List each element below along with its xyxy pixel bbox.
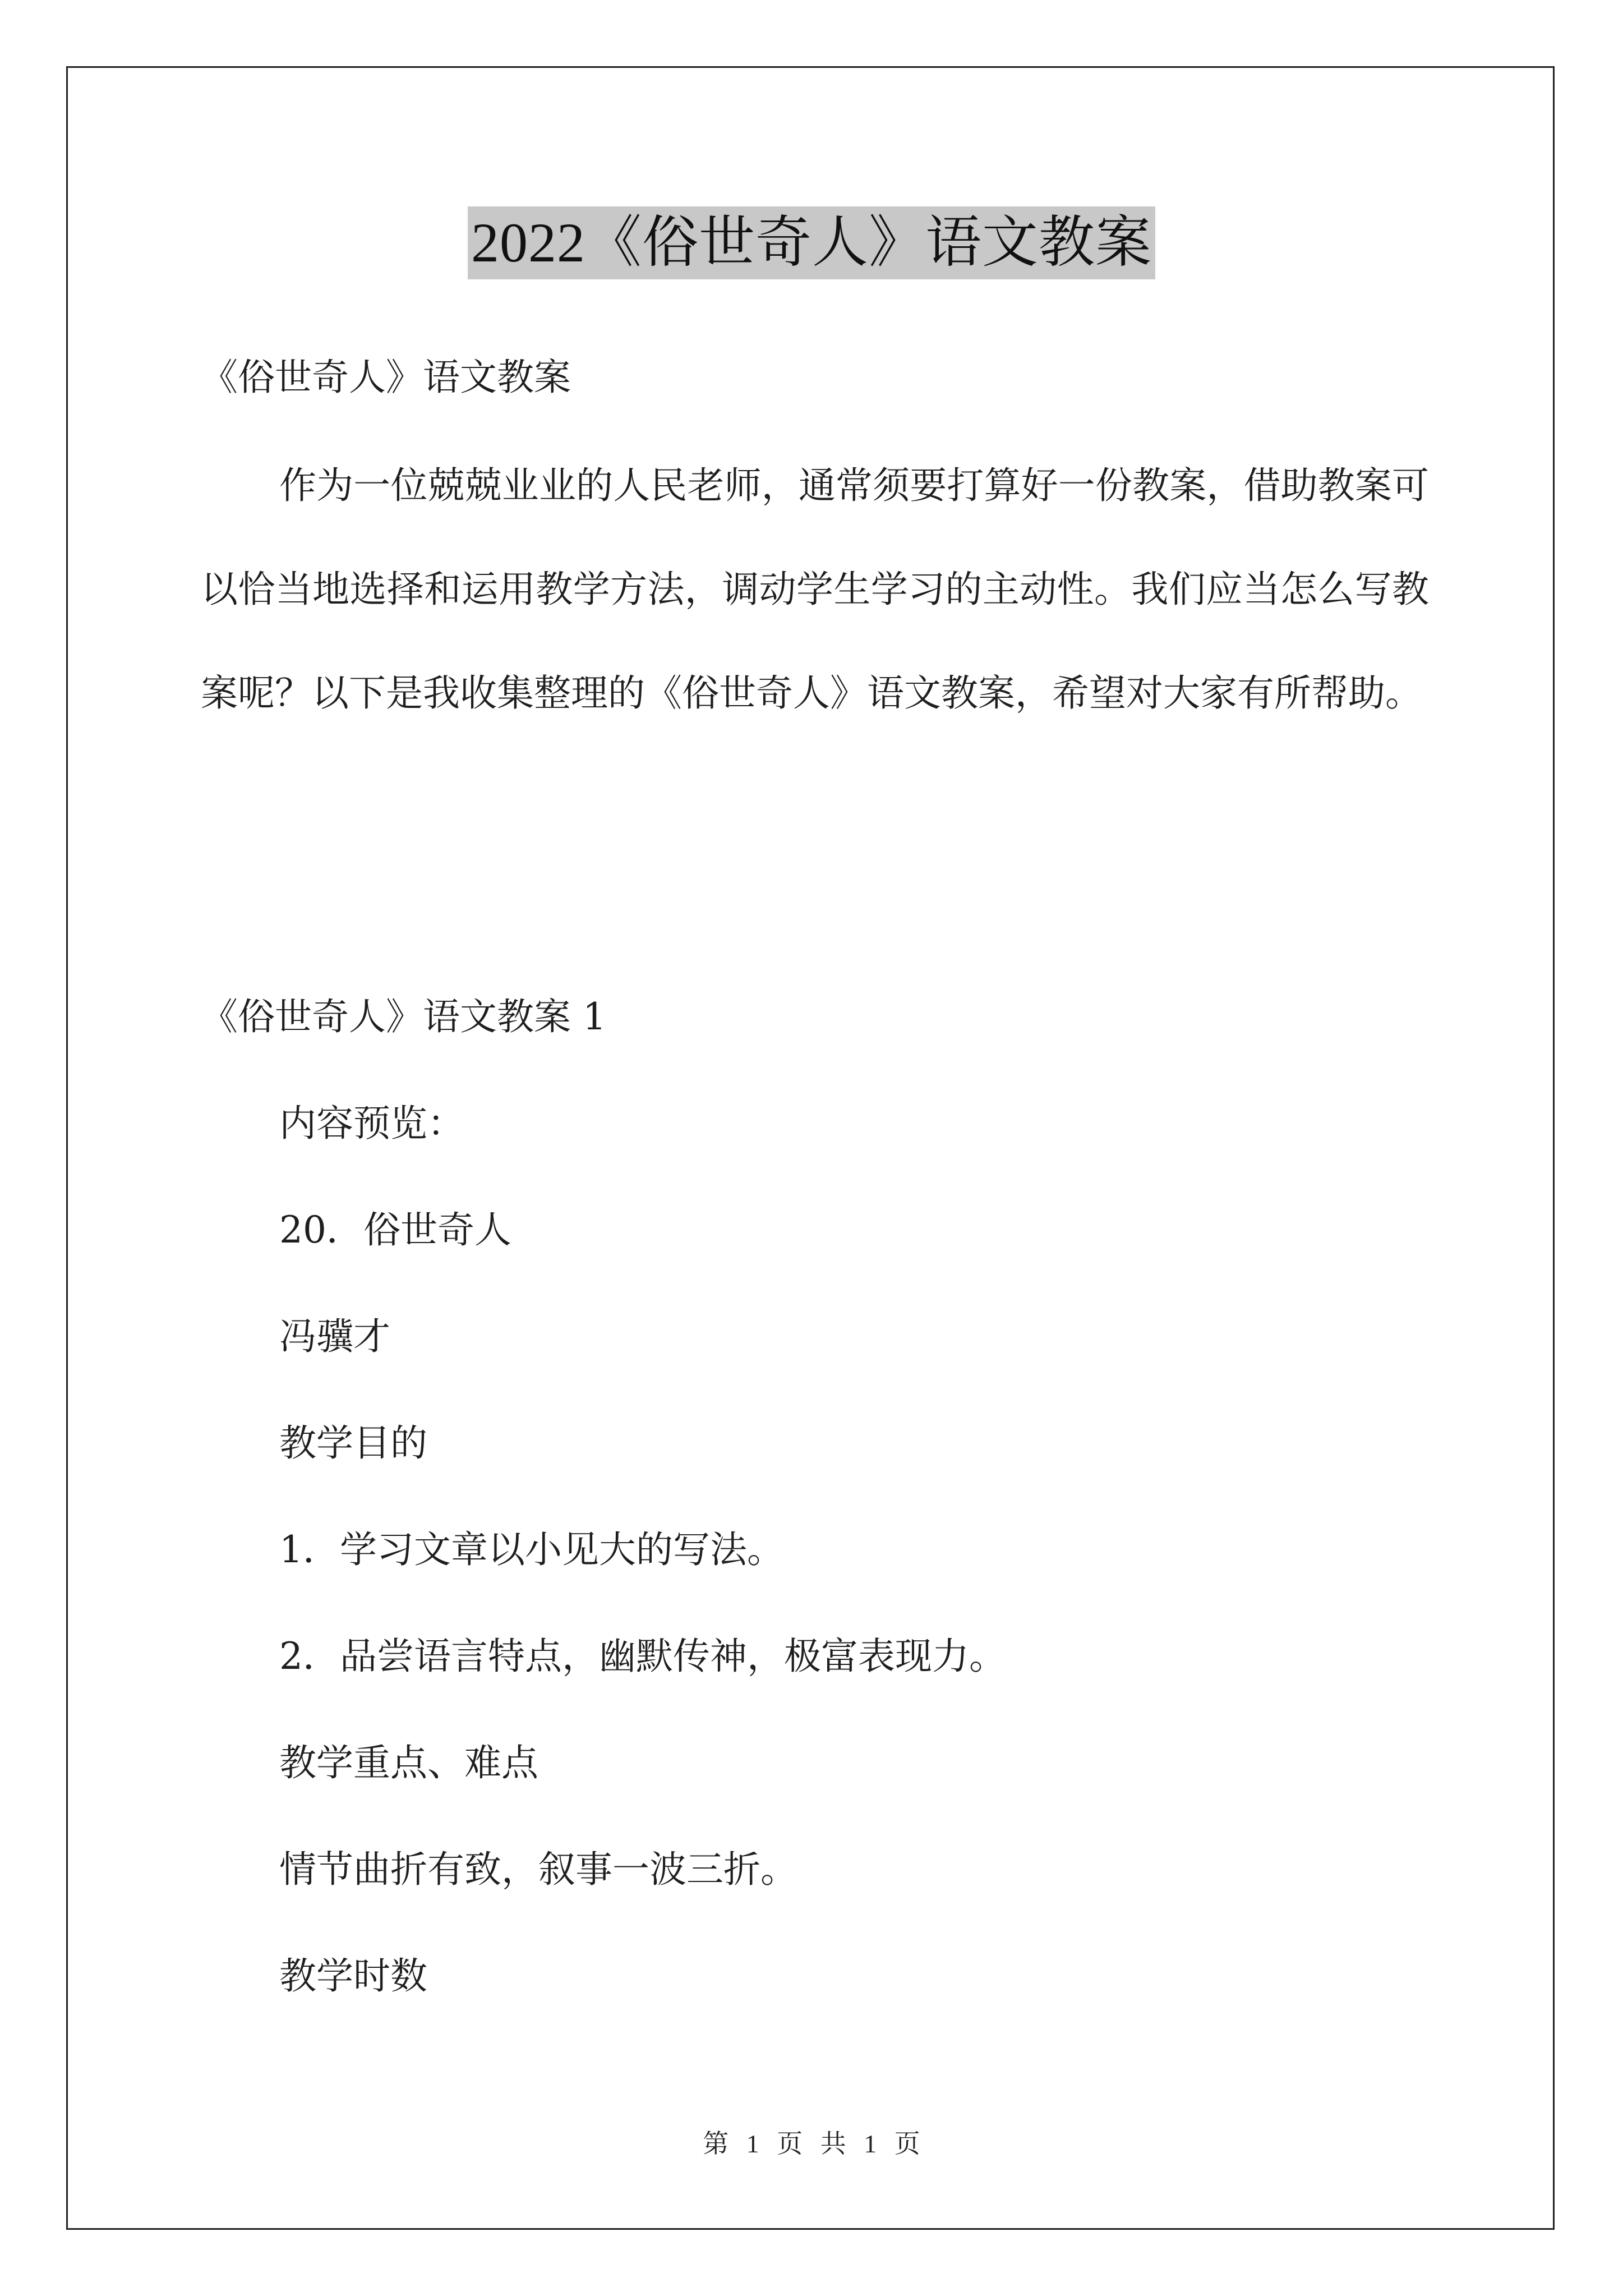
content-line: 内容预览：	[279, 1102, 464, 1145]
document-body	[201, 0, 1435, 2296]
document-title: 2022《俗世奇人》语文教案	[468, 206, 1155, 279]
content-line: 情节曲折有致，叙事一波三折。	[279, 1848, 797, 1891]
content-line: 冯骥才	[279, 1315, 390, 1358]
page-footer: 第 1 页 共 1 页	[703, 2129, 920, 2158]
content-line: 教学目的	[279, 1421, 427, 1465]
section-heading: 《俗世奇人》语文教案 1	[201, 995, 606, 1038]
content-line: 20．俗世奇人	[279, 1208, 511, 1251]
content-line: 1．学习文章以小见大的写法。	[279, 1528, 784, 1571]
content-line: 2．品尝语言特点，幽默传神，极富表现力。	[279, 1635, 1006, 1678]
subtitle: 《俗世奇人》语文教案	[201, 356, 571, 399]
content-line: 教学时数	[279, 1954, 427, 1998]
intro-paragraph: 作为一位兢兢业业的人民老师，通常须要打算好一份教案，借助教案可以恰当地选择和运用教学方法，调动学生学习的主动性。我们应当怎么写教案呢？以下是我收集整理的《俗世奇人》语文教案，希望对大家有所帮助。	[201, 464, 1429, 715]
content-line: 教学重点、难点	[279, 1741, 538, 1784]
